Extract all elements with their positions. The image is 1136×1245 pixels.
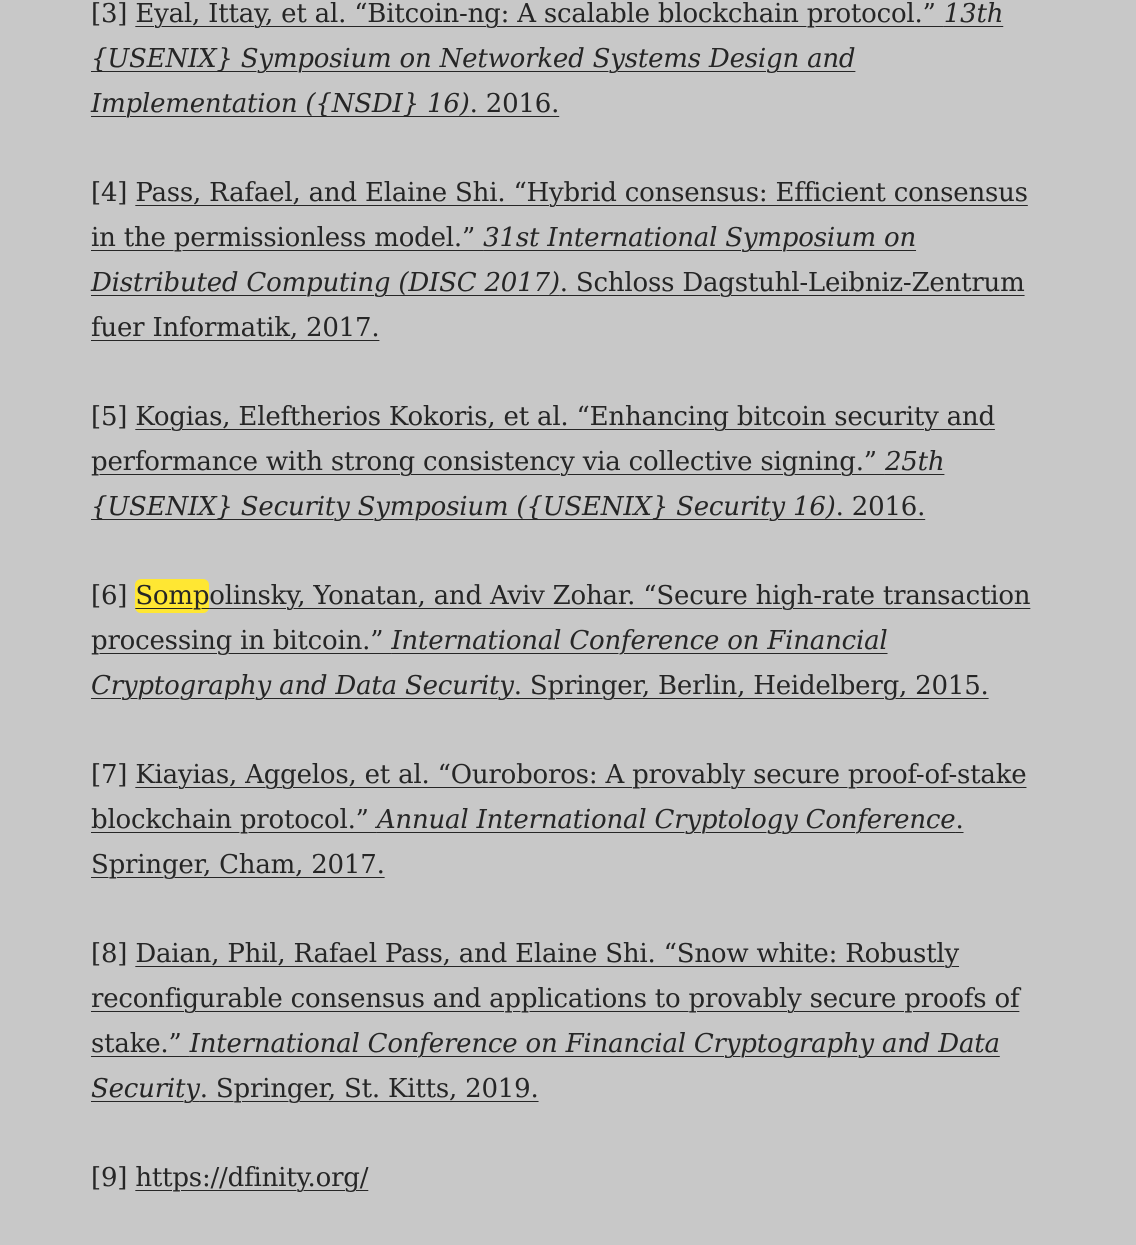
reference-tail: . Springer, Cham, 2017.	[91, 805, 964, 880]
reference-tail: . Schloss Dagstuhl-Leibniz-Zentrum fuer Informatik, 2017.	[91, 268, 1025, 343]
reference-text: Pass, Rafael, and Elaine Shi. “Hybrid consensus: Efficient consensus in the permissionless model.”	[91, 178, 1028, 253]
reference-list	[91, 0, 1051, 1245]
reference-link[interactable]	[91, 0, 1003, 119]
reference-venue: Annual International Cryptology Conference	[376, 805, 956, 835]
reference-text: Daian, Phil, Rafael Pass, and Elaine Shi. “Snow white: Robustly reconfigurable consensus and applications to provably secure proofs of stake.”	[91, 939, 1020, 1059]
reference-venue: 25th {USENIX} Security Symposium ({USENIX} Security 16)	[91, 447, 945, 522]
reference-item	[91, 171, 1051, 351]
reference-item	[91, 395, 1051, 530]
reference-item	[91, 753, 1051, 888]
reference-number: [4]	[91, 178, 128, 208]
reference-item	[91, 574, 1051, 709]
reference-link[interactable]	[91, 939, 1019, 1104]
reference-number: [5]	[91, 402, 128, 432]
reference-tail: . Springer, Berlin, Heidelberg, 2015.	[513, 671, 989, 701]
search-highlight: Somp	[135, 581, 210, 611]
reference-text: Kogias, Eleftherios Kokoris, et al. “Enhancing bitcoin security and performance with strong consistency via collective signing.”	[91, 402, 995, 477]
reference-number: [6]	[91, 581, 128, 611]
reference-venue: International Conference on Financial Cryptography and Data Security	[91, 626, 888, 701]
reference-tail: . 2016.	[469, 89, 560, 119]
reference-item	[91, 0, 1051, 127]
reference-number: [9]	[91, 1163, 128, 1193]
reference-text: olinsky, Yonatan, and Aviv Zohar. “Secure high-rate transaction processing in bitcoin.”	[91, 581, 1031, 656]
reference-number: [3]	[91, 0, 128, 29]
reference-item	[91, 932, 1051, 1112]
reference-tail: . Springer, St. Kitts, 2019.	[199, 1074, 539, 1104]
reference-link[interactable]	[91, 579, 1030, 701]
reference-url-link[interactable]: https://dfinity.org/	[135, 1163, 369, 1193]
reference-number: [7]	[91, 760, 128, 790]
reference-tail: . 2016.	[835, 492, 926, 522]
reference-link[interactable]	[91, 760, 1026, 880]
reference-text: Kiayias, Aggelos, et al. “Ouroboros: A provably secure proof-of-stake blockchain protocol.”	[91, 760, 1027, 835]
reference-number: [8]	[91, 939, 128, 969]
reference-link[interactable]	[91, 402, 995, 522]
reference-item	[91, 1156, 1051, 1201]
reference-venue: 13th {USENIX} Symposium on Networked Systems Design and Implementation ({NSDI} 16)	[91, 0, 1004, 119]
reference-venue: 31st International Symposium on Distributed Computing (DISC 2017)	[91, 223, 917, 298]
reference-venue: International Conference on Financial Cryptography and Data Security	[91, 1029, 1000, 1104]
reference-link[interactable]	[91, 178, 1028, 343]
reference-text: Eyal, Ittay, et al. “Bitcoin-ng: A scalable blockchain protocol.”	[135, 0, 944, 29]
